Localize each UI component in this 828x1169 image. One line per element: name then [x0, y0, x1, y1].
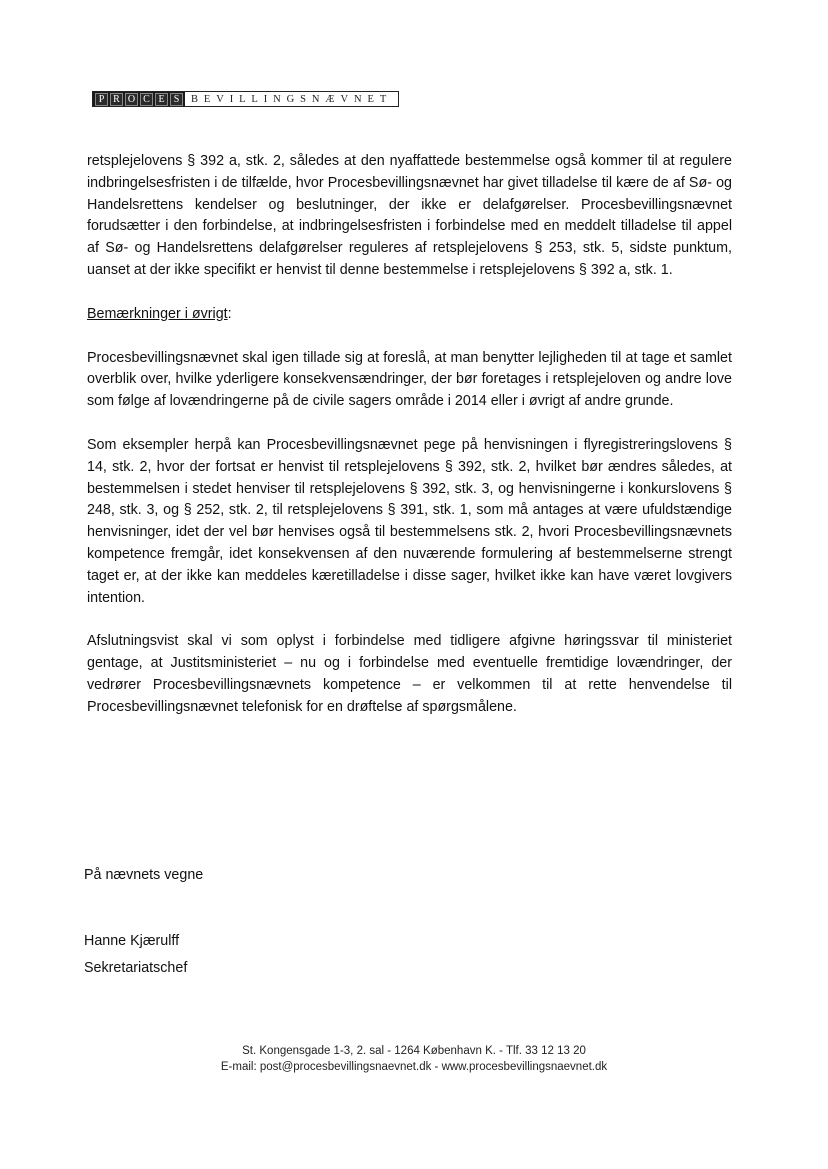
- logo-letter: O: [125, 93, 138, 106]
- letter-body: [87, 151, 732, 719]
- body-paragraph-3: Som eksempler herpå kan Procesbevillingsnævnet pege på henvisningen i flyregistreringslovens § 14, stk. 2, hvor der fortsat er henvist til retsplejelovens § 392, stk. 2, hvilket bør ændres således, at bestemmelsen i stedet henviser til retsplejelovens § 392, stk. 3, og henvisningerne i konkurslovens § 248, stk. 3, og § 252, stk. 2, til retsplejelovens § 391, stk. 1, som må antages at være ufuldstændige henvisninger, idet der vel bør henvises også til bestemmelsens stk. 2, hvori Procesbevillingsnævnets kompetence fremgår, idet konsekvensen af den nuværende formulering af bestemmelserne strengt taget er, at der ikke kan meddeles kæretilladelse i disse sager, hvilket ikke kan have været lovgivers intention.: [87, 436, 732, 606]
- signature-closing: På nævnets vegne: [84, 867, 204, 883]
- section-heading: Bemærkninger i øvrigt: [87, 305, 228, 322]
- logo-bevillingsnaevnet-text: BEVILLINGSNÆVNET: [185, 92, 398, 106]
- logo-letter: P: [95, 93, 108, 106]
- signature-name: Hanne Kjærulff: [84, 933, 180, 949]
- logo-letter: E: [155, 93, 168, 106]
- logo-letter: C: [140, 93, 153, 106]
- footer-address: [0, 1045, 828, 1057]
- logo-proces-block: [93, 92, 185, 106]
- letterhead-logo: [92, 91, 399, 107]
- footer-address-text: St. Kongensgade 1-3, 2. sal - 1264 København K. - Tlf. 33 12 13 20: [242, 1045, 586, 1057]
- footer-contact: [0, 1061, 828, 1073]
- section-heading-line: [87, 304, 732, 326]
- body-paragraph-4: Afslutningsvist skal vi som oplyst i forbindelse med tidligere afgivne høringssvar til ministeriet gentage, at Justitsministeriet – nu og i forbindelse med eventuelle fremtidige lovændringer, der vedrører Procesbevillingsnævnets kompetence – er velkommen til at rette henvendelse til Procesbevillingsnævnet telefonisk for en drøftelse af spørgsmålene.: [87, 633, 732, 715]
- logo-letter: R: [110, 93, 123, 106]
- body-paragraph-1: retsplejelovens § 392 a, stk. 2, således at den nyaffattede bestemmelse også kommer til at regulere indbringelsesfristen i de tilfælde, hvor Procesbevillingsnævnet har givet tilladelse til kære de af Sø- og Handelsrettens kendelser og beslutninger, der ikke er delafgørelser. Procesbevillingsnævnet forudsætter i den forbindelse, at indbringelsesfristen i forbindelse med en meddelt tilladelse til appel af Sø- og Handelsrettens delafgørelser reguleres af retsplejelovens § 253, stk. 5, sidste punktum, uanset at der ikke specifikt er henvist til denne bestemmelse i retsplejelovens § 392 a, stk. 1.: [87, 153, 732, 278]
- body-paragraph-2: Procesbevillingsnævnet skal igen tillade sig at foreslå, at man benytter lejligheden til at tage et samlet overblik over, hvilke yderligere konsekvensændringer, der bør foretages i retsplejeloven og andre love som følge af lovændringerne på de civile sagers område i 2014 eller i øvrigt af andre grunde.: [87, 349, 732, 410]
- section-heading-colon: :: [227, 305, 232, 322]
- logo-letter: S: [170, 93, 183, 106]
- footer-contact-text: E-mail: post@procesbevillingsnaevnet.dk - www.procesbevillingsnaevnet.dk: [220, 1061, 608, 1073]
- signature-title: Sekretariatschef: [84, 960, 188, 976]
